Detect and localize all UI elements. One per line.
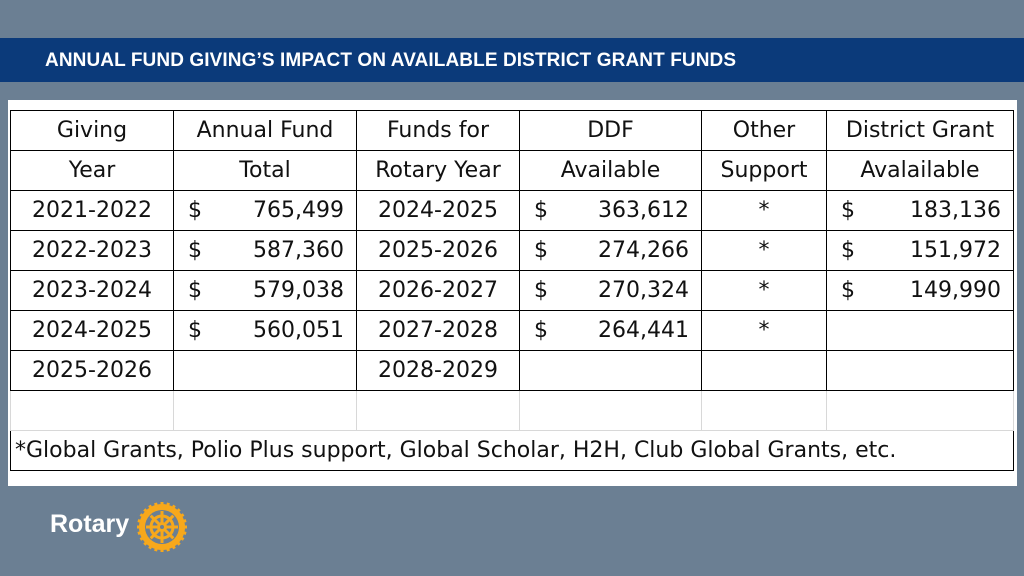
currency-symbol: $ bbox=[534, 278, 548, 303]
money-cell bbox=[520, 311, 702, 351]
header-cell: Annual Fund bbox=[174, 111, 357, 151]
header-cell: Rotary Year bbox=[357, 151, 520, 191]
other-support-cell: * bbox=[702, 311, 827, 351]
rotary-wheel-icon bbox=[137, 502, 187, 552]
empty-cell bbox=[174, 391, 357, 431]
money-cell bbox=[174, 311, 357, 351]
empty-cell bbox=[827, 391, 1014, 431]
empty-row bbox=[11, 391, 1014, 431]
table-row bbox=[11, 351, 1014, 391]
currency-symbol: $ bbox=[534, 238, 548, 263]
header-row bbox=[11, 111, 1014, 151]
footnote-row bbox=[11, 431, 1014, 471]
amount: 560,051 bbox=[253, 318, 344, 343]
header-cell: Year bbox=[11, 151, 174, 191]
currency-symbol: $ bbox=[188, 238, 202, 263]
money-cell bbox=[827, 191, 1014, 231]
empty-cell bbox=[702, 391, 827, 431]
amount: 363,612 bbox=[598, 198, 689, 223]
rotary-year-cell: 2024-2025 bbox=[357, 191, 520, 231]
money-cell bbox=[827, 231, 1014, 271]
header-cell: Funds for bbox=[357, 111, 520, 151]
rotary-year-cell: 2027-2028 bbox=[357, 311, 520, 351]
other-support-cell: * bbox=[702, 231, 827, 271]
header-row bbox=[11, 151, 1014, 191]
currency-symbol: $ bbox=[188, 198, 202, 223]
amount: 270,324 bbox=[598, 278, 689, 303]
header-cell: District Grant bbox=[827, 111, 1014, 151]
amount: 274,266 bbox=[598, 238, 689, 263]
currency-symbol: $ bbox=[841, 198, 855, 223]
title-bar bbox=[0, 38, 1024, 82]
other-support-cell: * bbox=[702, 191, 827, 231]
money-cell bbox=[520, 271, 702, 311]
empty-cell bbox=[357, 391, 520, 431]
rotary-year-cell: 2025-2026 bbox=[357, 231, 520, 271]
currency-symbol: $ bbox=[534, 318, 548, 343]
amount: 151,972 bbox=[910, 238, 1001, 263]
giving-year-cell: 2025-2026 bbox=[11, 351, 174, 391]
footnote: *Global Grants, Polio Plus support, Global Scholar, H2H, Club Global Grants, etc. bbox=[11, 431, 1014, 471]
rotary-wordmark: Rotary bbox=[50, 510, 130, 538]
money-cell bbox=[827, 351, 1014, 391]
currency-symbol: $ bbox=[188, 318, 202, 343]
currency-symbol: $ bbox=[841, 278, 855, 303]
money-cell bbox=[520, 231, 702, 271]
table-row bbox=[11, 311, 1014, 351]
amount: 183,136 bbox=[910, 198, 1001, 223]
money-cell bbox=[174, 231, 357, 271]
header-cell: Total bbox=[174, 151, 357, 191]
rotary-year-cell: 2026-2027 bbox=[357, 271, 520, 311]
money-cell bbox=[174, 191, 357, 231]
table-row bbox=[11, 231, 1014, 271]
amount: 149,990 bbox=[910, 278, 1001, 303]
currency-symbol: $ bbox=[841, 238, 855, 263]
money-cell bbox=[827, 311, 1014, 351]
money-cell bbox=[520, 351, 702, 391]
table-row bbox=[11, 191, 1014, 231]
header-cell: Available bbox=[520, 151, 702, 191]
other-support-cell bbox=[702, 351, 827, 391]
money-cell bbox=[174, 271, 357, 311]
money-cell bbox=[520, 191, 702, 231]
table-panel bbox=[8, 100, 1017, 486]
amount: 579,038 bbox=[253, 278, 344, 303]
money-cell bbox=[827, 271, 1014, 311]
giving-year-cell: 2023-2024 bbox=[11, 271, 174, 311]
money-cell bbox=[174, 351, 357, 391]
table-row bbox=[11, 271, 1014, 311]
page-title: ANNUAL FUND GIVING’S IMPACT ON AVAILABLE DISTRICT GRANT FUNDS bbox=[45, 50, 737, 71]
giving-year-cell: 2022-2023 bbox=[11, 231, 174, 271]
currency-symbol: $ bbox=[188, 278, 202, 303]
empty-cell bbox=[520, 391, 702, 431]
header-cell: Support bbox=[702, 151, 827, 191]
empty-cell bbox=[11, 391, 174, 431]
header-cell: Giving bbox=[11, 111, 174, 151]
grant-table bbox=[10, 110, 1014, 471]
currency-symbol: $ bbox=[534, 198, 548, 223]
other-support-cell: * bbox=[702, 271, 827, 311]
amount: 587,360 bbox=[253, 238, 344, 263]
amount: 765,499 bbox=[253, 198, 344, 223]
amount: 264,441 bbox=[598, 318, 689, 343]
giving-year-cell: 2021-2022 bbox=[11, 191, 174, 231]
giving-year-cell: 2024-2025 bbox=[11, 311, 174, 351]
header-cell: Other bbox=[702, 111, 827, 151]
header-cell: Avalailable bbox=[827, 151, 1014, 191]
header-cell: DDF bbox=[520, 111, 702, 151]
rotary-year-cell: 2028-2029 bbox=[357, 351, 520, 391]
